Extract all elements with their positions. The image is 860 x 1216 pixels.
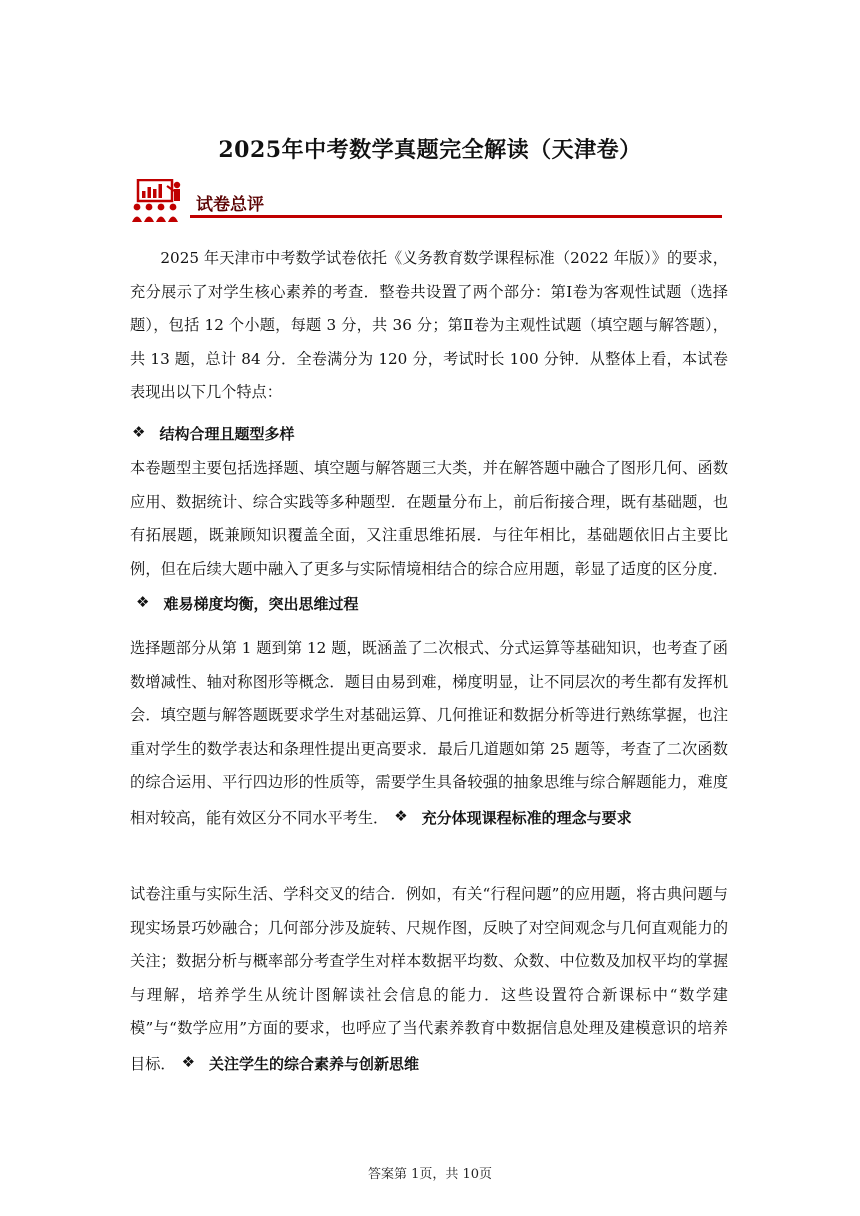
feature-paragraph-2-text: 选择题部分从第 1 题到第 12 题，既涵盖了二次根式、分式运算等基础知识，也考查了函数增减性、轴对称图形等概念．题目由易到难，梯度明显，让不同层次的考生都有发挥机会．填空题与解答题既要求学生对基础运算、几何推证和数据分析等进行熟练掌握，也注重对学生的数学表达和条理性提出更高要求．最后几道题如第 25 题等，考查了二次函数的综合运用、平行四边形的性质等，需要学生具备较强的抽象思维与综合解题能力，难度相对较高，能有效区分不同水平考生． [130,639,728,827]
four-diamond-bullet-icon: ❖ [394,806,408,825]
four-diamond-bullet-icon: ❖ [181,1052,196,1071]
feature-paragraph-3-text: 试卷注重与实际生活、学科交叉的结合．例如，有关“行程问题”的应用题，将古典问题与现实场景巧妙融合；几何部分涉及旋转、尺规作图，反映了对空间观念与几何直观能力的关注；数据分析与概率部分考查学生对样本数据平均数、众数、中位数及加权平均的掌握与理解，培养学生从统计图解读社会信息的能力．这些设置符合新课标中“数学建模”与“数学应用”方面的要求，也呼应了当代素养教育中数据信息处理及建模意识的培养目标． [130,885,728,1073]
feature-heading-4 [176,1052,420,1073]
section-label: 试卷总评 [196,195,264,215]
section-divider [190,215,722,218]
feature-heading-3 [388,806,632,827]
feature-heading-1-text: 结构合理且题型多样 [159,425,295,443]
four-diamond-bullet-icon: ❖ [136,593,150,611]
feature-paragraph-1 [130,452,728,622]
intro-paragraph: 2025 年天津市中考数学试卷依托《义务教育数学课程标准（2022 年版）》的要求，充分展示了对学生核心素养的考查．整卷共设置了两个部分：第Ⅰ卷为客观性试题（选择题），包括 12 个小题，每题 3 分，共 36 分；第Ⅱ卷为主观性试题（填空题与解答题），共 13 题，总计 84 分．全卷满分为 120 分，考试时长 100 分钟．从整体上看，本试卷表现出以下几个特点： [130,249,728,401]
feature-paragraph-2 [130,632,728,835]
feature-paragraph-1-text: 本卷题型主要包括选择题、填空题与解答题三大类，并在解答题中融合了图形几何、函数应用、数据统计、综合实践等多种题型．在题量分布上，前后衔接合理，既有基础题，也有拓展题，既兼顾知识覆盖全面，又注重思维拓展．与往年相比，基础题依旧占主要比例，但在后续大题中融入了更多与实际情境相结合的综合应用题，彰显了适度的区分度． [130,459,728,578]
presentation-audience-icon [132,179,184,223]
feature-heading-1 [130,416,294,451]
page-title: 2025年中考数学真题完全解读（天津卷） [218,137,642,163]
feature-heading-2 [130,595,358,613]
feature-heading-2-text: 难易梯度均衡，突出思维过程 [163,595,359,613]
four-diamond-bullet-icon: ❖ [132,423,146,441]
feature-heading-4-text: 关注学生的综合素养与创新思维 [209,1054,420,1073]
feature-heading-3-text: 充分体现课程标准的理念与要求 [421,808,632,827]
feature-paragraph-3 [130,878,728,1081]
section-header [132,179,724,223]
page-footer: 答案第 1页，共 10页 [367,1167,493,1182]
